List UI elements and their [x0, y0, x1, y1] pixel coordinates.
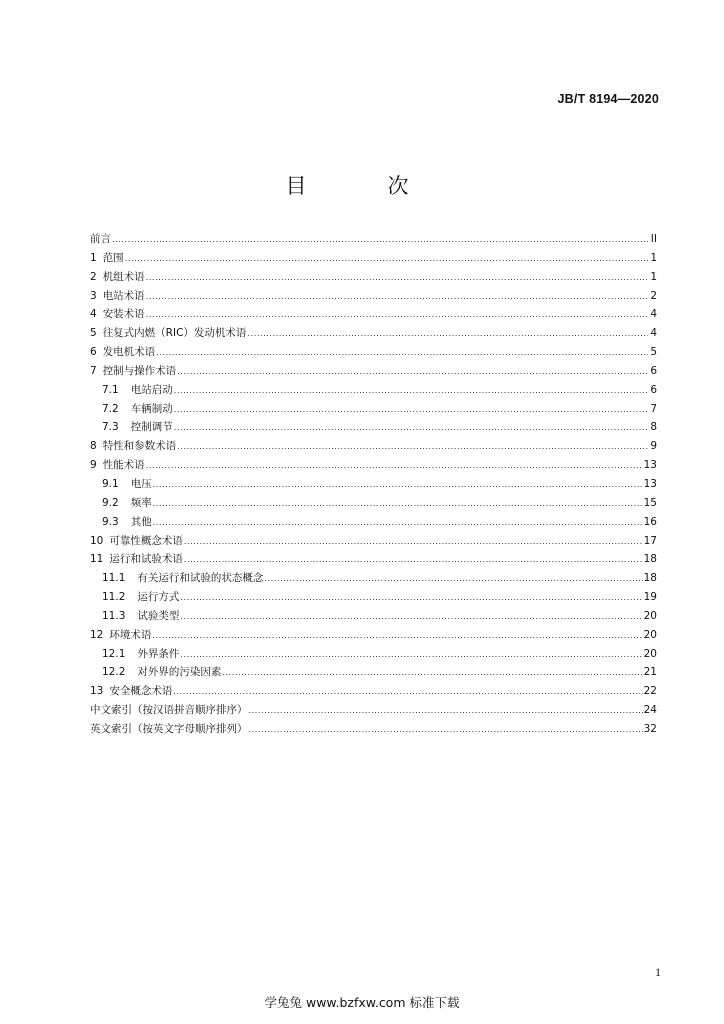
toc-entry-page: 7	[650, 402, 657, 415]
toc-entry-number: 7	[90, 364, 97, 377]
toc-entry-label: 范围	[102, 251, 124, 264]
toc-entry-label: 电压	[130, 477, 152, 490]
toc-leader-dots	[146, 306, 648, 325]
toc-entry-page: 1	[650, 251, 657, 264]
toc-entry-number: 7.3	[102, 421, 119, 434]
toc-entry[interactable]	[90, 513, 657, 532]
toc-entry[interactable]	[90, 287, 657, 306]
toc-entry-label: 特性和参数术语	[102, 440, 177, 453]
toc-entry[interactable]	[90, 324, 657, 343]
toc-entry[interactable]	[90, 381, 657, 400]
toc-leader-dots	[146, 288, 648, 307]
footer-watermark: 学兔兔 www.bzfxw.com 标准下载	[264, 995, 460, 1010]
toc-entry[interactable]	[90, 569, 657, 588]
toc-entry-page: 20	[643, 609, 657, 622]
toc-entry-label: 车辆制动	[130, 402, 173, 415]
toc-entry-number: 7.2	[102, 402, 119, 415]
toc-entry-page: 6	[650, 364, 657, 377]
toc-entry-label: 运行方式	[137, 591, 180, 604]
toc-entry-page: 18	[643, 553, 657, 566]
toc-leader-dots	[125, 250, 648, 269]
toc-entry-label: 频率	[130, 496, 152, 509]
toc-entry[interactable]	[90, 437, 657, 456]
toc-entry-page: 4	[650, 308, 657, 321]
toc-entry[interactable]	[90, 626, 657, 645]
toc-entry[interactable]	[90, 682, 657, 701]
toc-leader-dots	[180, 589, 642, 608]
toc-leader-dots	[180, 608, 642, 627]
toc-leader-dots	[173, 683, 642, 702]
toc-leader-dots	[146, 457, 643, 476]
toc-entry-page: 17	[643, 534, 657, 547]
toc-entry-number: 3	[90, 289, 97, 302]
toc-entry-page: 24	[643, 704, 657, 717]
toc-entry-label: 电站启动	[130, 383, 173, 396]
toc-leader-dots	[156, 344, 648, 363]
toc-entry-label: 中文索引（按汉语拼音顺序排序）	[90, 704, 248, 717]
toc-leader-dots	[177, 363, 648, 382]
toc-entry-label: 对外界的污染因素	[137, 666, 222, 679]
toc-entry[interactable]	[90, 588, 657, 607]
toc-entry-label: 其他	[130, 515, 152, 528]
toc-entry-label: 性能术语	[102, 459, 145, 472]
toc-entry-number: 13	[90, 685, 104, 698]
toc-entry[interactable]	[90, 249, 657, 268]
toc-leader-dots	[222, 664, 642, 683]
toc-entry-number: 9.2	[102, 496, 119, 509]
toc-entry[interactable]	[90, 550, 657, 569]
toc-entry-number: 7.1	[102, 383, 119, 396]
toc-entry-number: 10	[90, 534, 104, 547]
toc-entry-label: 电站术语	[102, 289, 145, 302]
toc-entry-page: II	[650, 233, 657, 245]
toc-leader-dots	[153, 514, 643, 533]
document-code: JB/T 8194—2020	[557, 92, 659, 106]
toc-entry[interactable]	[90, 475, 657, 494]
toc-entry-page: 9	[650, 440, 657, 453]
table-of-contents	[90, 230, 657, 739]
toc-entry-number: 6	[90, 346, 97, 359]
toc-entry-label: 试验类型	[137, 609, 180, 622]
toc-entry[interactable]	[90, 400, 657, 419]
toc-leader-dots	[184, 533, 643, 552]
toc-leader-dots	[249, 721, 643, 740]
toc-entry-page: 8	[650, 421, 657, 434]
toc-leader-dots	[180, 646, 642, 665]
toc-entry-page: 21	[643, 666, 657, 679]
toc-entry-page: 18	[643, 572, 657, 585]
toc-leader-dots	[153, 476, 643, 495]
toc-entry-page: 6	[650, 383, 657, 396]
toc-leader-dots	[174, 419, 648, 438]
toc-leader-dots	[146, 269, 648, 288]
toc-entry-page: 20	[643, 647, 657, 660]
toc-entry-number: 11	[90, 553, 104, 566]
toc-leader-dots	[184, 551, 643, 570]
toc-entry[interactable]	[90, 663, 657, 682]
toc-entry[interactable]	[90, 607, 657, 626]
toc-entry-number: 12.2	[102, 666, 126, 679]
toc-entry-page: 13	[643, 459, 657, 472]
toc-entry-number: 2	[90, 270, 97, 283]
toc-entry-number: 12	[90, 628, 104, 641]
toc-entry-page: 1	[650, 270, 657, 283]
toc-entry[interactable]	[90, 494, 657, 513]
page-title: 目 次	[285, 174, 439, 198]
toc-entry[interactable]	[90, 701, 657, 720]
toc-entry-page: 2	[650, 289, 657, 302]
toc-entry-label: 前言	[90, 233, 111, 245]
toc-entry-label: 控制与操作术语	[102, 364, 177, 377]
toc-entry-label: 有关运行和试验的状态概念	[137, 572, 264, 585]
toc-entry[interactable]	[90, 343, 657, 362]
toc-entry-page: 4	[650, 327, 657, 340]
toc-entry-page: 20	[643, 628, 657, 641]
toc-entry-number: 9	[90, 459, 97, 472]
toc-entry-number: 9.3	[102, 515, 119, 528]
toc-entry-number: 11.2	[102, 591, 126, 604]
toc-leader-dots	[153, 495, 643, 514]
toc-entry-page: 15	[643, 496, 657, 509]
toc-entry-label: 发电机术语	[102, 346, 156, 359]
toc-entry-number: 4	[90, 308, 97, 321]
toc-entry[interactable]	[90, 532, 657, 551]
toc-entry-label: 可靠性概念术语	[109, 534, 183, 547]
toc-entry-page: 13	[643, 477, 657, 490]
toc-entry-label: 往复式内燃（RIC）发动机术语	[102, 327, 247, 340]
toc-leader-dots	[249, 702, 643, 721]
toc-entry[interactable]	[90, 720, 657, 739]
toc-entry-page: 5	[650, 346, 657, 359]
toc-entry[interactable]	[90, 362, 657, 381]
toc-entry[interactable]	[90, 268, 657, 287]
toc-entry[interactable]	[90, 645, 657, 664]
toc-leader-dots	[174, 401, 648, 420]
toc-entry-label: 安全概念术语	[109, 685, 173, 698]
toc-entry-number: 5	[90, 327, 97, 340]
toc-entry-label: 机组术语	[102, 270, 145, 283]
toc-entry[interactable]	[90, 230, 657, 249]
toc-entry-page: 19	[643, 591, 657, 604]
toc-entry-number: 11.1	[102, 572, 126, 585]
toc-entry[interactable]	[90, 305, 657, 324]
page-number: 1	[655, 965, 661, 979]
toc-entry-page: 16	[643, 515, 657, 528]
toc-entry-page: 22	[643, 685, 657, 698]
toc-entry-label: 运行和试验术语	[109, 553, 183, 566]
toc-leader-dots	[264, 570, 642, 589]
toc-entry-number: 11.3	[102, 609, 126, 622]
toc-entry-label: 环境术语	[109, 628, 152, 641]
toc-entry-page: 32	[643, 722, 657, 735]
toc-leader-dots	[177, 438, 648, 457]
toc-entry[interactable]	[90, 418, 657, 437]
toc-leader-dots	[174, 382, 648, 401]
toc-entry[interactable]	[90, 456, 657, 475]
toc-entry-label: 英文索引（按英文字母顺序排列）	[90, 722, 248, 735]
toc-entry-number: 8	[90, 440, 97, 453]
toc-entry-number: 9.1	[102, 477, 119, 490]
toc-leader-dots	[247, 325, 648, 344]
toc-entry-label: 安装术语	[102, 308, 145, 321]
toc-leader-dots	[112, 231, 648, 250]
toc-entry-label: 外界条件	[137, 647, 180, 660]
toc-leader-dots	[152, 627, 642, 646]
toc-entry-label: 控制调节	[130, 421, 173, 434]
toc-entry-number: 12.1	[102, 647, 126, 660]
toc-entry-number: 1	[90, 251, 97, 264]
